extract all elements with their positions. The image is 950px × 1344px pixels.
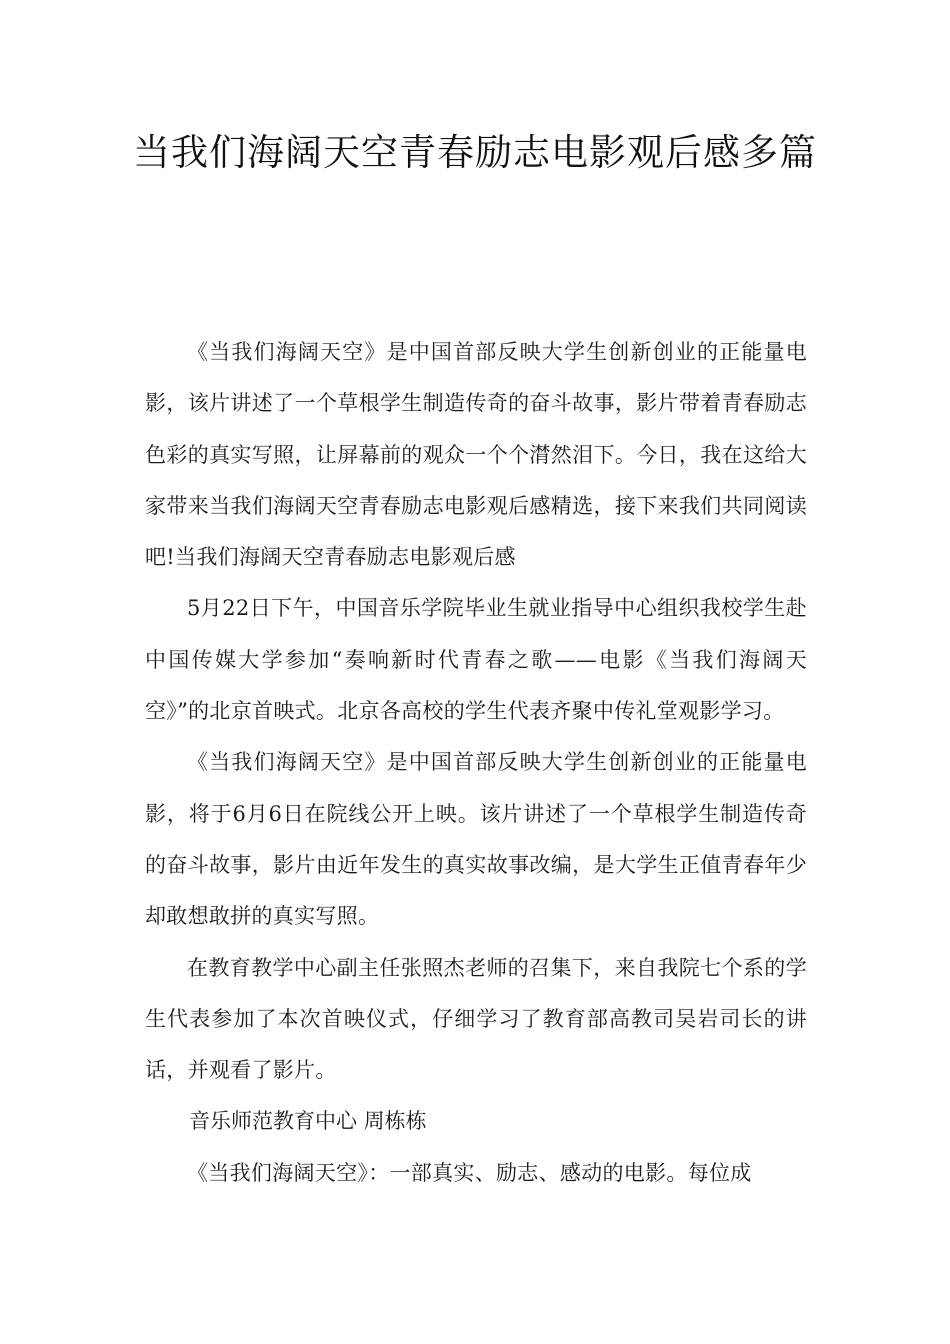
paragraph-intro: 《当我们海阔天空》是中国首部反映大学生创新创业的正能量电影，该片讲述了一个草根学生制造传奇的奋斗故事，影片带着青春励志色彩的真实写照，让屏幕前的观众一个个潸然泪下。今日，我在这给大家带来当我们海阔天空青春励志电影观后感精选，接下来我们共同阅读吧!当我们海阔天空青春励志电影观后感 bbox=[145, 340, 807, 570]
paragraph-film-description: 《当我们海阔天空》是中国首部反映大学生创新创业的正能量电影，将于6月6日在院线公开上映。该片讲述了一个草根学生制造传奇的奋斗故事，影片由近年发生的真实故事改编，是大学生正值青春年少却敢想敢拼的真实写照。 bbox=[145, 750, 807, 929]
paragraph-closing: 《当我们海阔天空》：一部真实、励志、感动的电影。每位成 bbox=[187, 1160, 752, 1185]
paragraph-attendance: 在教育教学中心副主任张照杰老师的召集下，来自我院七个系的学生代表参加了本次首映仪式，仔细学习了教育部高教司吴岩司长的讲话，并观看了影片。 bbox=[145, 955, 807, 1083]
author-signature: 音乐师范教育中心 周栋栋 bbox=[189, 1109, 427, 1134]
document-body bbox=[145, 327, 807, 1199]
paragraph-premiere: 5月22日下午，中国音乐学院毕业生就业指导中心组织我校学生赴中国传媒大学参加“奏响新时代青春之歌——电影《当我们海阔天空》”的北京首映式。北京各高校的学生代表齐聚中传礼堂观影学习。 bbox=[145, 596, 807, 724]
document-title: 当我们海阔天空青春励志电影观后感多篇 bbox=[133, 131, 817, 174]
